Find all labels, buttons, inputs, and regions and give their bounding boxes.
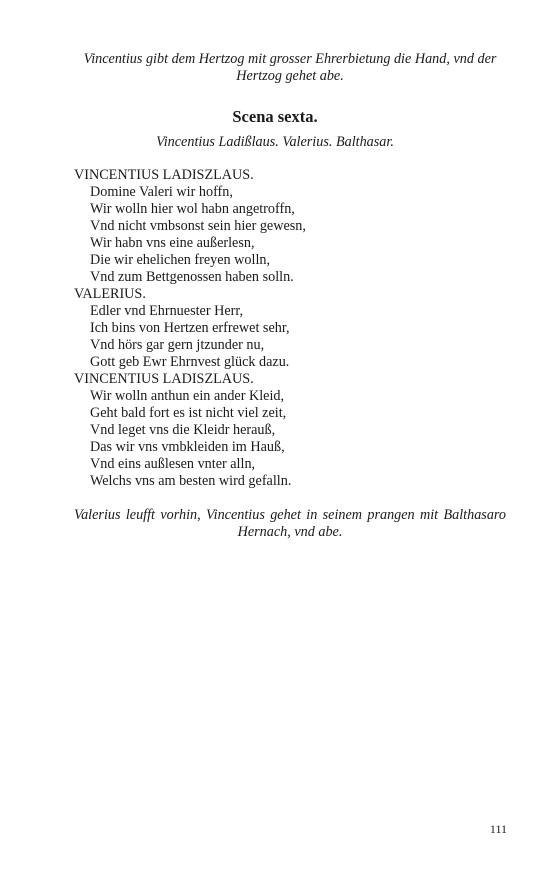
verse-line: Domine Valeri wir hoffn, xyxy=(90,184,233,200)
verse-line: Edler vnd Ehrnuester Herr, xyxy=(90,303,244,319)
speaker-name: VALERIUS. xyxy=(74,286,146,302)
verse-line: Die wir ehelichen freyen wolln, xyxy=(90,252,271,268)
verse-line: Wir wolln anthun ein ander Kleid, xyxy=(90,388,285,404)
verse-line: Ich bins von Hertzen erfrewet sehr, xyxy=(90,320,290,336)
verse-line: Vnd nicht vmbsonst sein hier gewesn, xyxy=(90,218,306,234)
speaker-name: VINCENTIUS LADISZLAUS. xyxy=(74,167,254,183)
dramatis-personae: Vincentius Ladißlaus. Valerius. Balthasar. xyxy=(156,134,394,150)
verse-line: Gott geb Ewr Ehrnvest glück dazu. xyxy=(90,354,290,370)
dialogue xyxy=(74,167,514,490)
verse-line: Welchs vns am besten wird gefalln. xyxy=(90,473,292,489)
verse-line: Wir wolln hier wol habn angetroffn, xyxy=(90,201,295,217)
verse-line: Vnd zum Bettgenossen haben solln. xyxy=(90,269,294,285)
page-number: 111 xyxy=(489,822,507,836)
scene-title: Scena sexta. xyxy=(232,107,318,126)
speaker-name: VINCENTIUS LADISZLAUS. xyxy=(74,371,254,387)
verse-line: Geht bald fort es ist nicht viel zeit, xyxy=(90,405,287,421)
stage-direction-top: Vincentius gibt dem Hertzog mit grosser Ehrerbietung die Hand, vnd der Hertzog gehet abe. xyxy=(83,51,497,84)
verse-line: Vnd leget vns die Kleidr herauß, xyxy=(90,422,276,438)
verse-line: Vnd hörs gar gern jtzunder nu, xyxy=(90,337,265,353)
verse-line: Das wir vns vmbkleiden im Hauß, xyxy=(90,439,285,455)
verse-line: Wir habn vns eine außerlesn, xyxy=(90,235,255,251)
stage-direction-bottom: Valerius leufft vorhin, Vincentius gehet in seinem prangen mit Balthasaro Hernach, vnd abe. xyxy=(74,507,506,540)
verse-line: Vnd eins außlesen vnter alln, xyxy=(90,456,256,472)
